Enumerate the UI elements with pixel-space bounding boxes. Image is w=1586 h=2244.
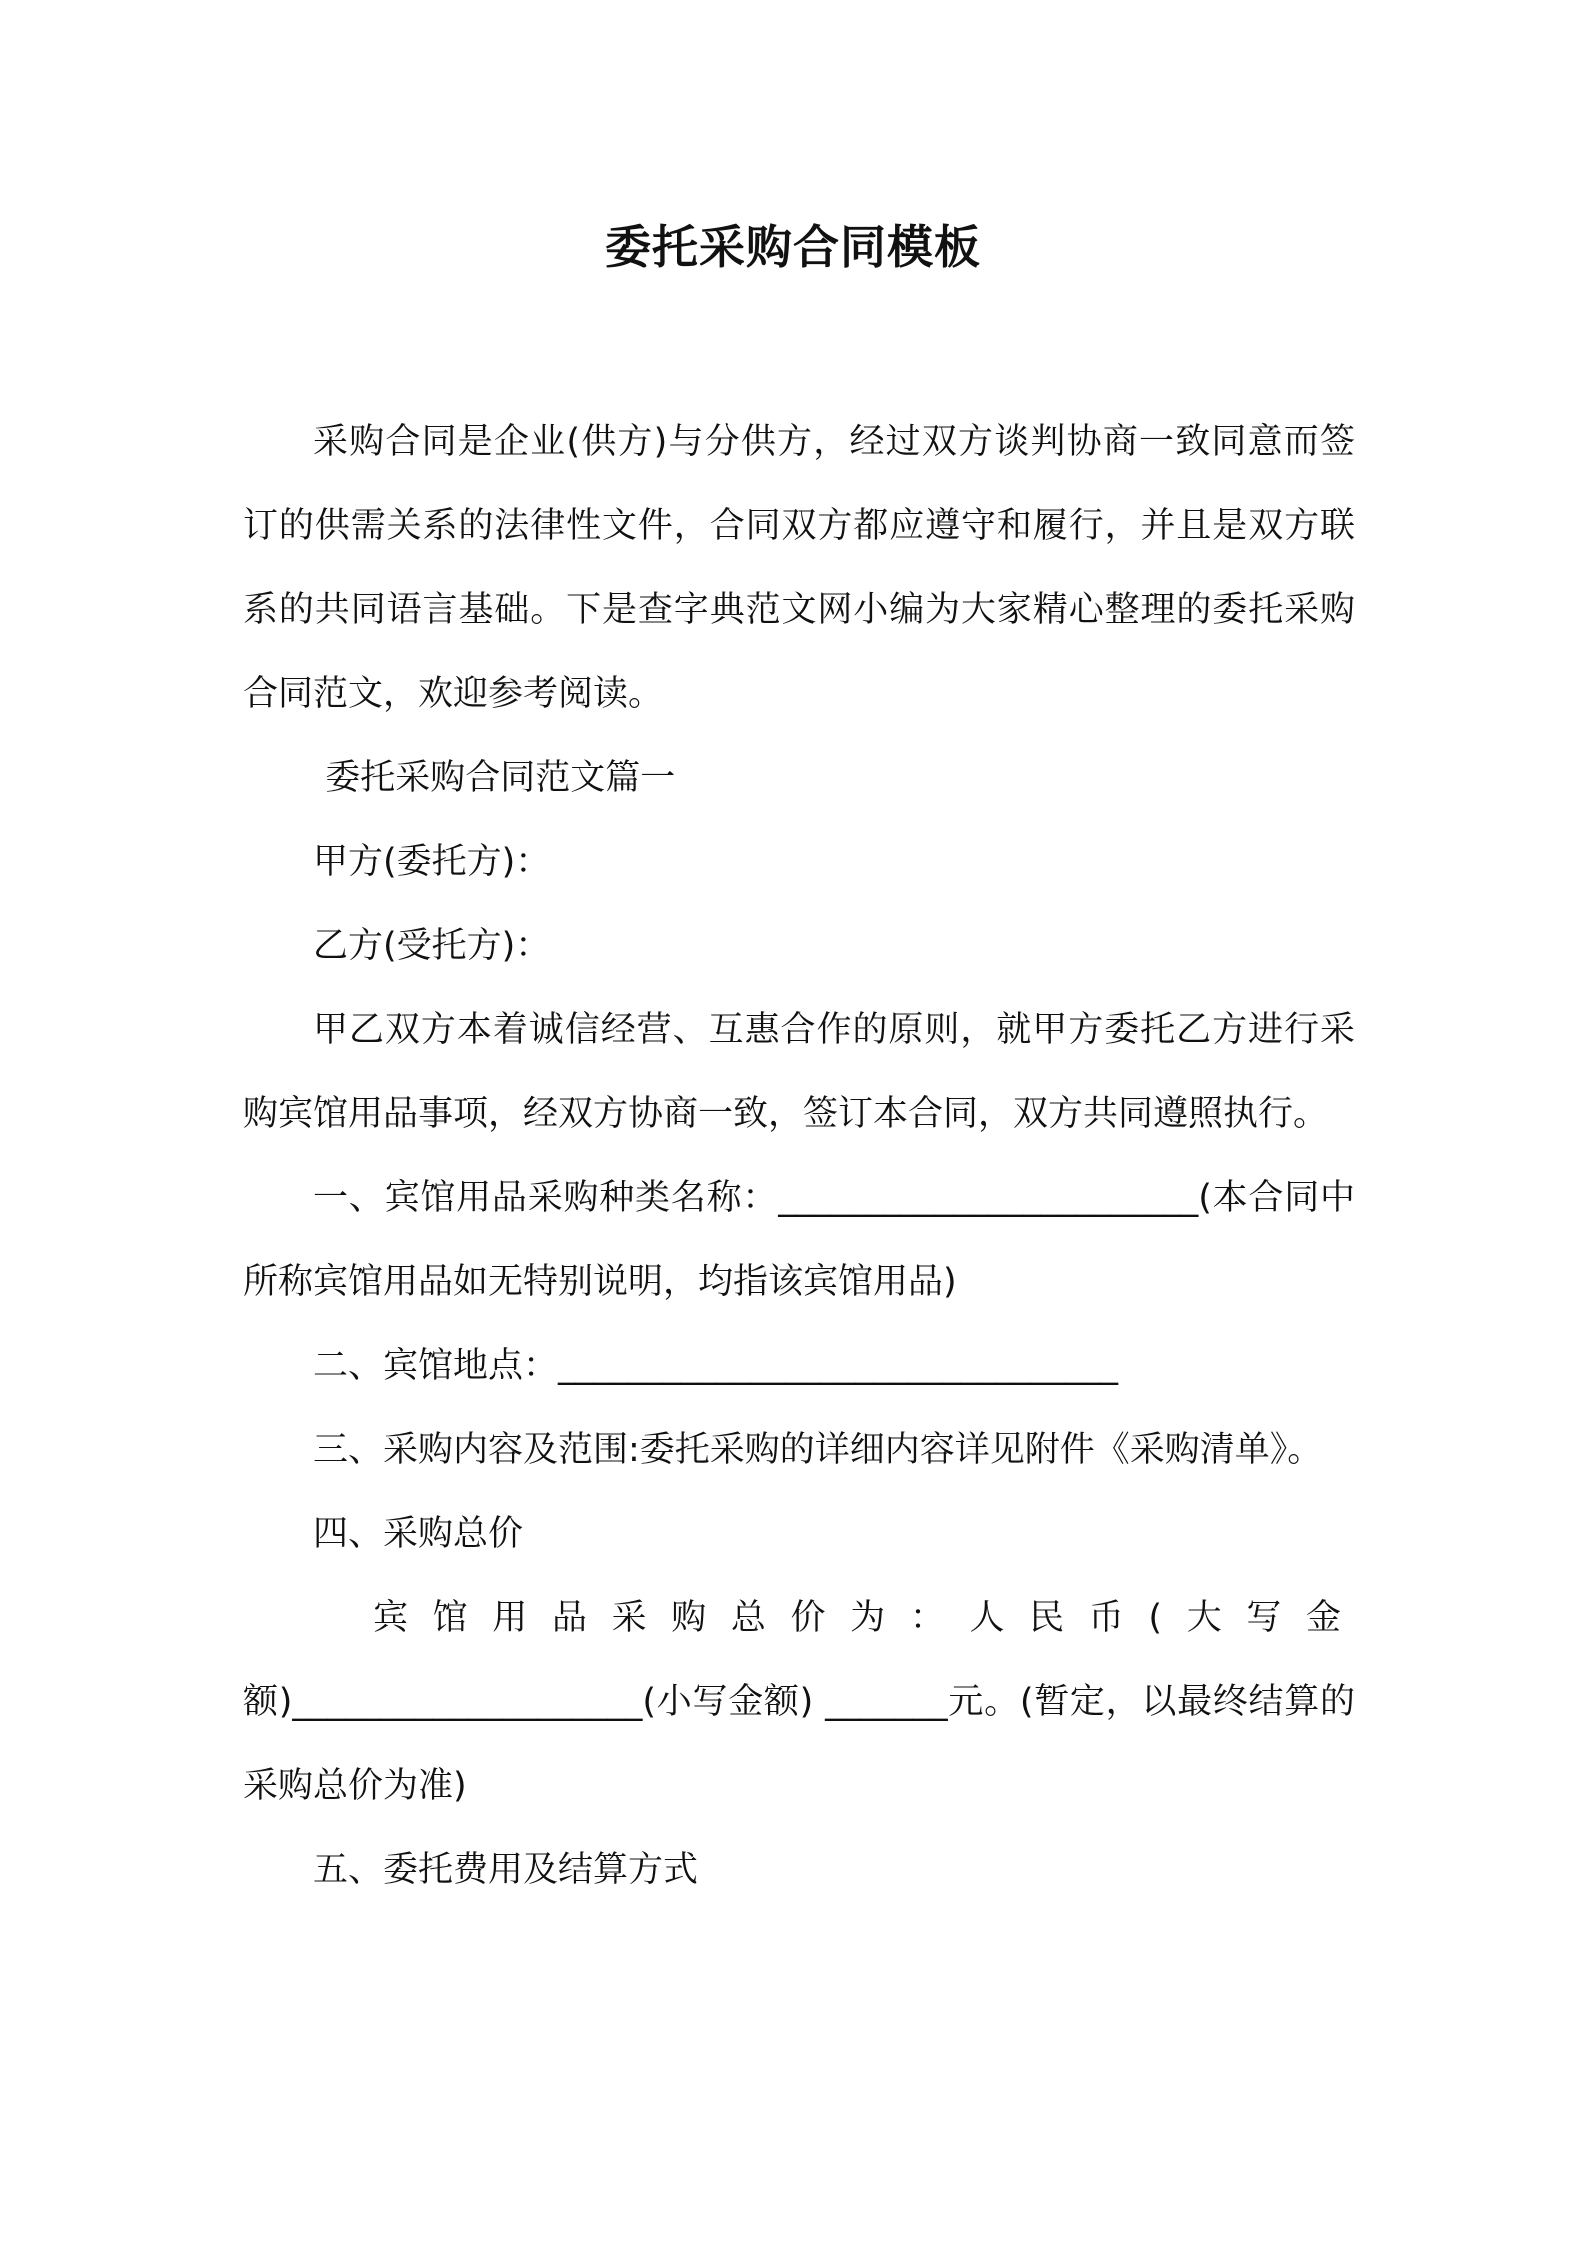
clause-4-text-rest: 额)____________________(小写金额) _______元。(暂定，以最终结算的采购总价为准)	[243, 1682, 1355, 1806]
clause-4-heading: 四、采购总价	[313, 1514, 524, 1554]
clause-5-heading: 五、委托费用及结算方式	[313, 1850, 699, 1890]
clause-4-text-line1: 宾馆用品采购总价为：人民币(大写金	[373, 1598, 1355, 1638]
party-b-line: 乙方(受托方)：	[313, 926, 551, 966]
document-title: 委托采购合同模板	[605, 220, 981, 274]
principle-paragraph: 甲乙双方本着诚信经营、互惠合作的原则，就甲方委托乙方进行采购宾馆用品事项，经双方协商一致，签订本合同，双方共同遵照执行。	[243, 1010, 1355, 1134]
clause-3: 三、采购内容及范围:委托采购的详细内容详见附件《采购清单》。	[313, 1430, 1323, 1470]
clause-2: 二、宾馆地点：________________________________	[313, 1346, 1119, 1386]
party-a-line: 甲方(委托方)：	[313, 842, 551, 882]
clause-1: 一、宾馆用品采购种类名称：________________________(本合同中所称宾馆用品如无特别说明，均指该宾馆用品)	[243, 1178, 1355, 1302]
section-heading: 委托采购合同范文篇一	[325, 758, 676, 798]
document-body	[243, 400, 1355, 1912]
intro-paragraph: 采购合同是企业(供方)与分供方，经过双方谈判协商一致同意而签订的供需关系的法律性文件，合同双方都应遵守和履行，并且是双方联系的共同语言基础。下是查字典范文网小编为大家精心整理的委托采购合同范文，欢迎参考阅读。	[243, 422, 1355, 714]
